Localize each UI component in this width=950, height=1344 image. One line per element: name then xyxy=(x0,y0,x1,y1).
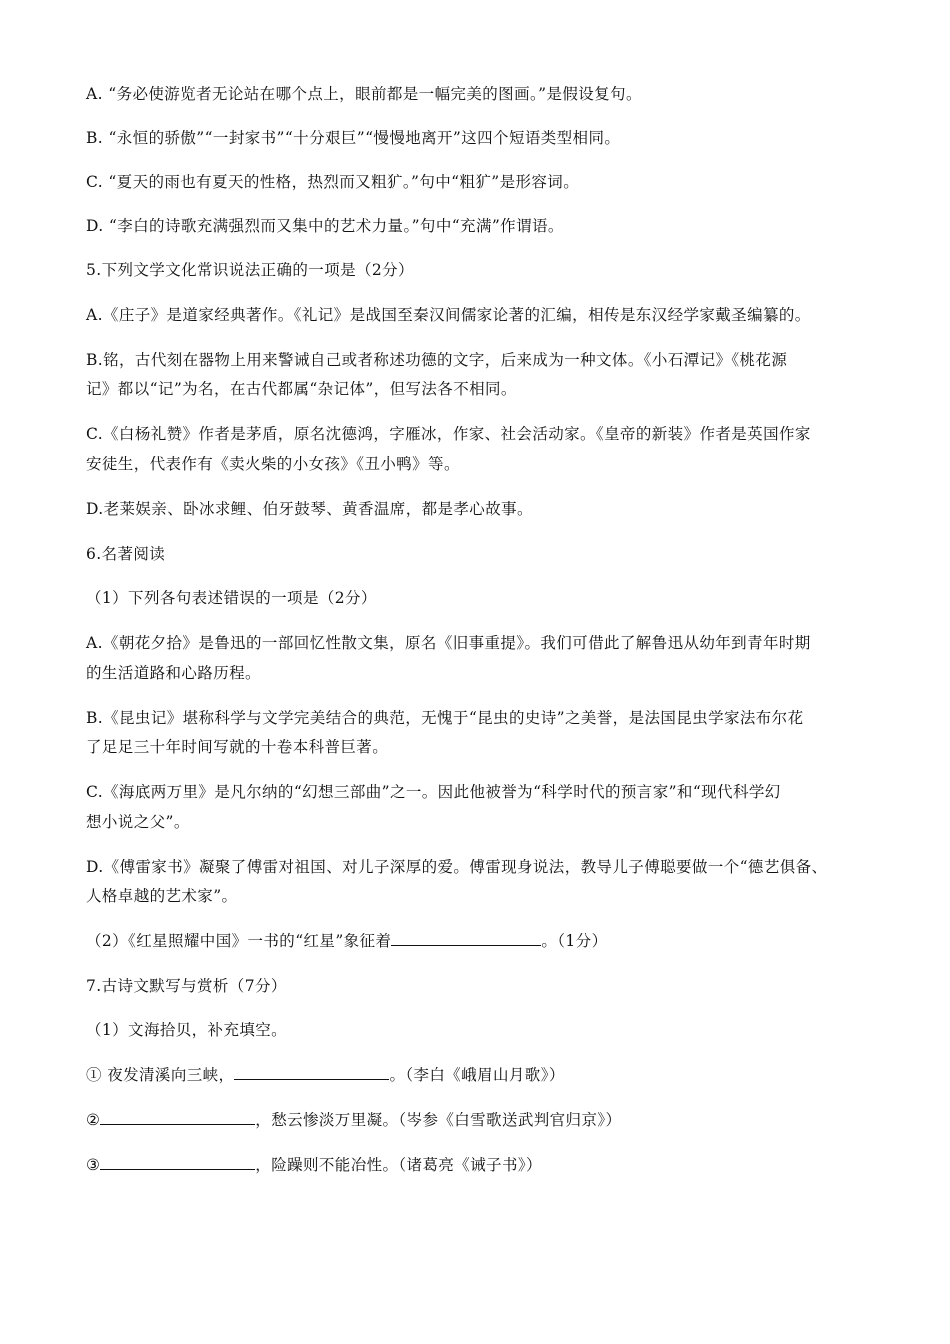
option-5b-line2: 记》都以“记”为名，在古代都属“杂记体”，但写法各不相同。 xyxy=(86,380,517,398)
question-5-title: 5.下列文学文化常识说法正确的一项是（2分） xyxy=(86,261,414,279)
option-6a-line1: A.《朝花夕拾》是鲁迅的一部回忆性散文集，原名《旧事重提》。我们可借此了解鲁迅从幼年到青年时期 xyxy=(86,634,811,652)
option-5c-line1: C.《白杨礼赞》作者是茅盾，原名沈德鸿，字雁冰，作家、社会活动家。《皇帝的新装》作者是英国作家 xyxy=(86,425,811,443)
option-5c-line2: 安徒生，代表作有《卖火柴的小女孩》《丑小鸭》等。 xyxy=(86,455,460,473)
option-6d-line1: D.《傅雷家书》凝聚了傅雷对祖国、对儿子深厚的爱。傅雷现身说法，教导儿子傅聪要做一个“德艺俱备、 xyxy=(86,858,828,876)
question-6-2-score: 。（1分） xyxy=(541,932,608,950)
option-5b-line1: B.铭，古代刻在器物上用来警诫自己或者称述功德的文字，后来成为一种文体。《小石潭记》《桃花源 xyxy=(86,351,788,369)
item-1-suffix: 。（李白《峨眉山月歌》） xyxy=(389,1066,565,1084)
answer-blank-7-1-2[interactable] xyxy=(100,1110,255,1125)
option-4a: A. “务必使游览者无论站在哪个点上，眼前都是一幅完美的图画。”是假设复句。 xyxy=(86,85,642,103)
item-3-prefix: ③ xyxy=(86,1156,101,1174)
answer-blank-7-1-3[interactable] xyxy=(100,1155,255,1170)
option-6c-line2: 想小说之父”。 xyxy=(86,813,190,831)
option-4c: C. “夏天的雨也有夏天的性格，热烈而又粗犷。”句中“粗犷”是形容词。 xyxy=(86,173,580,191)
item-3-suffix: ，险躁则不能冶性。（诸葛亮《诫子书》） xyxy=(255,1156,542,1174)
question-6-title: 6.名著阅读 xyxy=(86,545,166,563)
option-6a-line2: 的生活道路和心路历程。 xyxy=(86,664,261,682)
question-6-2 xyxy=(86,931,608,951)
option-6b-line1: B.《昆虫记》堪称科学与文学完美结合的典范，无愧于“昆虫的史诗”之美誉，是法国昆虫学家法布尔花 xyxy=(86,709,804,727)
option-6c-line1: C.《海底两万里》是凡尔纳的“幻想三部曲”之一。因此他被誉为“科学时代的预言家”和“现代科学幻 xyxy=(86,783,781,801)
option-6d-line2: 人格卓越的艺术家”。 xyxy=(86,887,238,905)
question-7-1-title: （1）文海拾贝，补充填空。 xyxy=(86,1021,288,1039)
question-6-2-text: （2）《红星照耀中国》一书的“红星”象征着 xyxy=(86,932,392,950)
question-7-1-item-2 xyxy=(86,1110,621,1130)
item-2-suffix: ，愁云惨淡万里凝。（岑参《白雪歌送武判官归京》） xyxy=(255,1111,622,1129)
question-7-title: 7.古诗文默写与赏析（7分） xyxy=(86,977,287,995)
answer-blank-6-2[interactable] xyxy=(391,931,541,946)
question-7-1-item-3 xyxy=(86,1155,542,1175)
question-6-1-title: （1）下列各句表述错误的一项是（2分） xyxy=(86,589,377,607)
answer-blank-7-1-1[interactable] xyxy=(234,1065,389,1080)
option-5d: D.老莱娱亲、卧冰求鲤、伯牙鼓琴、黄香温席，都是孝心故事。 xyxy=(86,500,533,518)
item-1-prefix: ① 夜发清溪向三峡， xyxy=(86,1066,235,1084)
option-6b-line2: 了足足三十年时间写就的十卷本科普巨著。 xyxy=(86,738,389,756)
option-4b: B. “永恒的骄傲”“一封家书”“十分艰巨”“慢慢地离开”这四个短语类型相同。 xyxy=(86,129,621,147)
item-2-prefix: ② xyxy=(86,1111,101,1129)
option-5a: A.《庄子》是道家经典著作。《礼记》是战国至秦汉间儒家论著的汇编，相传是东汉经学家戴圣编纂的。 xyxy=(86,306,811,324)
question-7-1-item-1 xyxy=(86,1065,565,1085)
option-4d: D. “李白的诗歌充满强烈而又集中的艺术力量。”句中“充满”作谓语。 xyxy=(86,217,564,235)
